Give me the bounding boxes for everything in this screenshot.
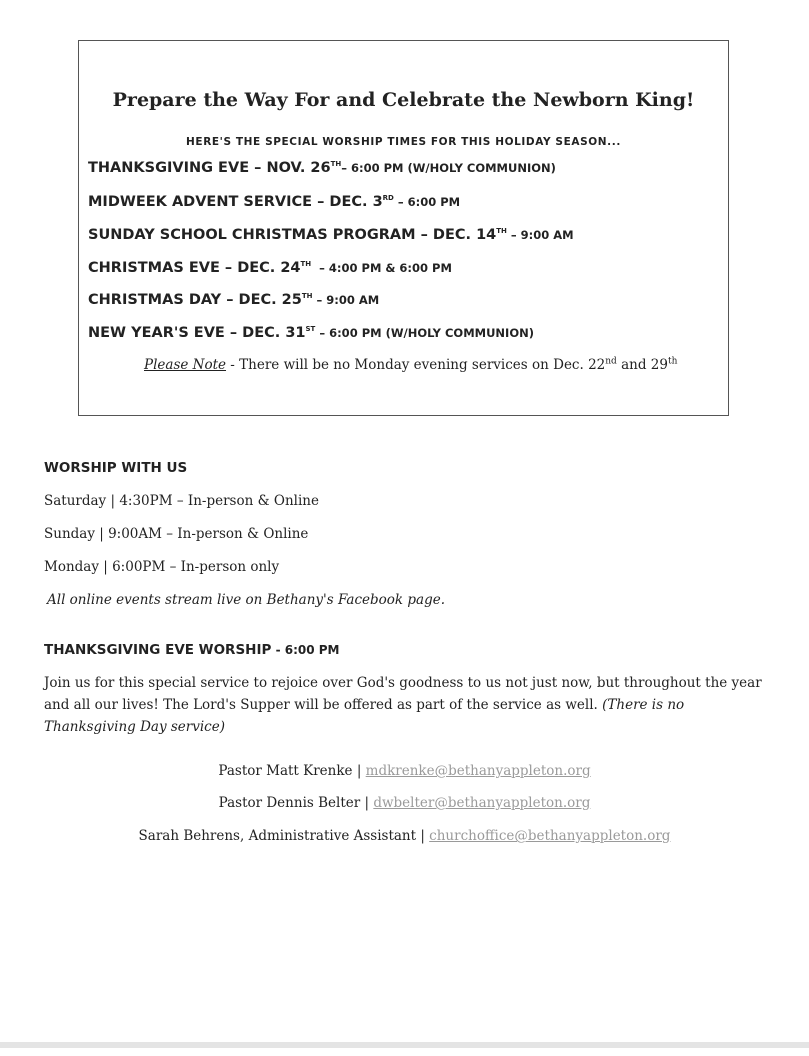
schedule-item-midweek-advent: [88, 192, 460, 212]
contact-email-link[interactable]: dwbelter@bethanyappleton.org: [373, 795, 591, 811]
schedule-item-name: NEW YEAR'S EVE – DEC. 31: [88, 325, 306, 341]
contact-name: Sarah Behrens, Administrative Assistant |: [138, 828, 430, 844]
schedule-item-sup: TH: [300, 260, 312, 269]
note-label: Please Note: [144, 357, 227, 373]
schedule-item-time: – 9:00 AM: [312, 293, 380, 307]
schedule-item-name: CHRISTMAS EVE – DEC. 24: [88, 260, 301, 276]
worship-time-sunday: Sunday | 9:00AM – In-person & Online: [44, 526, 309, 542]
schedule-item-thanksgiving-eve: [88, 158, 556, 178]
schedule-item-name: CHRISTMAS DAY – DEC. 25: [88, 292, 302, 308]
schedule-item-name: THANKSGIVING EVE – NOV. 26: [88, 160, 331, 176]
schedule-item-sup: ST: [305, 325, 316, 334]
contact-pastor-belter: [0, 793, 809, 813]
paragraph-note: (There is no Thanksgiving Day service): [44, 697, 685, 735]
schedule-item-new-years-eve: [88, 323, 534, 343]
thanksgiving-heading-time: - 6:00 PM: [271, 643, 340, 657]
worship-heading: WORSHIP WITH US: [44, 460, 188, 476]
schedule-item-sup: TH: [301, 292, 313, 301]
note-sup: th: [667, 356, 678, 367]
schedule-item-sup: RD: [382, 194, 394, 203]
contact-email-link[interactable]: churchoffice@bethanyappleton.org: [429, 828, 671, 844]
schedule-item-sunday-school: [88, 225, 574, 245]
contact-pastor-krenke: [0, 761, 809, 781]
schedule-item-name: MIDWEEK ADVENT SERVICE – DEC. 3: [88, 194, 383, 210]
worship-time-monday: Monday | 6:00PM – In-person only: [44, 559, 280, 575]
online-note: All online events stream live on Bethany's Facebook page.: [47, 592, 446, 608]
schedule-item-christmas-day: [88, 290, 379, 310]
box-title: Prepare the Way For and Celebrate the Newborn King!: [112, 89, 695, 111]
schedule-item-time: – 6:00 PM (W/HOLY COMMUNION): [341, 161, 556, 175]
note-sup: nd: [605, 356, 617, 367]
schedule-item-christmas-eve: [88, 258, 452, 278]
page-bottom-edge: [0, 1042, 809, 1048]
note-text: and 29: [616, 357, 668, 373]
schedule-item-time: – 6:00 PM (W/HOLY COMMUNION): [315, 326, 534, 340]
schedule-item-sup: TH: [330, 160, 342, 169]
thanksgiving-paragraph: [44, 672, 774, 738]
contact-name: Pastor Matt Krenke |: [218, 763, 366, 779]
schedule-note: [144, 355, 677, 375]
contact-email-link[interactable]: mdkrenke@bethanyappleton.org: [365, 763, 591, 779]
schedule-item-time: – 4:00 PM & 6:00 PM: [311, 261, 452, 275]
thanksgiving-heading-text: THANKSGIVING EVE WORSHIP: [44, 642, 272, 658]
box-subtitle: HERE'S THE SPECIAL WORSHIP TIMES FOR THIS HOLIDAY SEASON...: [186, 136, 621, 148]
schedule-item-time: – 9:00 AM: [506, 228, 574, 242]
schedule-item-sup: TH: [496, 227, 507, 236]
thanksgiving-heading: [44, 642, 340, 658]
schedule-item-name: SUNDAY SCHOOL CHRISTMAS PROGRAM – DEC. 14: [88, 227, 497, 243]
note-text: - There will be no Monday evening services on Dec. 22: [226, 357, 606, 373]
schedule-item-time: – 6:00 PM: [393, 195, 461, 209]
worship-time-saturday: Saturday | 4:30PM – In-person & Online: [44, 493, 319, 509]
contact-office: [0, 826, 809, 846]
contact-name: Pastor Dennis Belter |: [218, 795, 374, 811]
paragraph-text: Join us for this special service to rejoice over God's goodness to us not just now, but throughout the year and all our lives! The Lord's Supper will be offered as part of the service as well.: [44, 675, 762, 713]
